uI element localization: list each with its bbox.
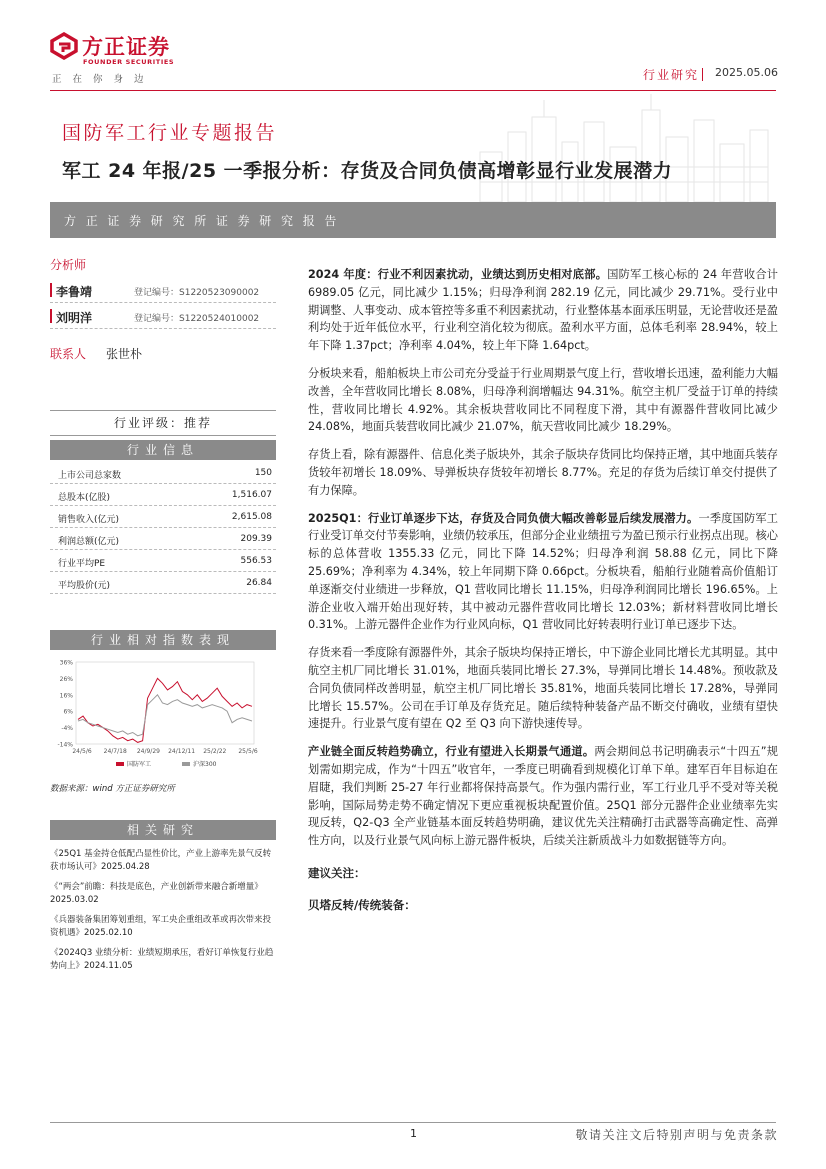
body-paragraph xyxy=(308,365,778,436)
x-tick-label: 24/7/18 xyxy=(103,748,127,755)
founder-logo-icon xyxy=(50,32,78,60)
body-paragraph xyxy=(308,510,778,635)
footer-rule xyxy=(50,1122,776,1123)
recommend-heading: 建议关注： xyxy=(308,865,366,880)
info-row xyxy=(50,550,276,572)
info-value: 1,516.07 xyxy=(231,490,272,500)
disclaimer-link[interactable]: 敬请关注文后特别声明与免责条款 xyxy=(575,1128,778,1142)
chart-plot-area xyxy=(76,662,254,744)
y-tick-label: 26% xyxy=(59,675,73,683)
contact-row xyxy=(50,339,276,363)
contact-label: 联系人 xyxy=(50,347,87,361)
page-number: 1 xyxy=(410,1127,417,1140)
info-value: 26.84 xyxy=(246,578,272,588)
info-value: 2,615.08 xyxy=(231,512,272,522)
info-row xyxy=(50,572,276,594)
report-type: 国防军工行业专题报告 xyxy=(62,122,278,144)
related-research-list xyxy=(50,848,276,980)
analyst-marker xyxy=(50,309,52,323)
related-research-heading: 相关研究 xyxy=(50,820,276,840)
analyst-row xyxy=(50,277,276,303)
legend-swatch xyxy=(182,762,190,766)
body-paragraph xyxy=(308,446,778,499)
analyst-reg: 登记编号：S1220524010002 xyxy=(134,314,260,324)
y-tick-label: 36% xyxy=(59,659,73,667)
body-paragraph xyxy=(308,644,778,733)
x-tick-label: 24/12/11 xyxy=(168,748,196,755)
analyst-section xyxy=(50,256,276,363)
analyst-row xyxy=(50,303,276,329)
header-separator xyxy=(702,68,703,81)
info-value: 150 xyxy=(254,468,272,478)
analyst-reg: 登记编号：S1220523090002 xyxy=(134,288,260,298)
analyst-name: 刘明洋 xyxy=(56,311,93,325)
y-tick-label: 6% xyxy=(63,708,73,716)
industry-info-table xyxy=(50,462,276,594)
analyst-marker xyxy=(50,283,52,297)
info-value: 209.39 xyxy=(240,534,272,544)
related-report-link[interactable]: 《25Q1 基金持仓低配凸显性价比，产业上游率先景气反转获市场认可》2025.04.28 xyxy=(50,849,272,872)
header-rule xyxy=(50,90,776,91)
info-row xyxy=(50,506,276,528)
band-text: 方正证券研究所证券研究报告 xyxy=(64,214,347,228)
x-tick-label: 25/2/22 xyxy=(203,748,227,755)
related-report-link[interactable]: 《兵器装备集团筹划重组，军工央企重组改革或再次带来投资机遇》2025.02.10 xyxy=(50,915,272,938)
body-paragraph xyxy=(308,266,778,355)
info-row xyxy=(50,462,276,484)
paragraph-text: 国防军工核心标的 24 年营收合计 6989.05 亿元，同比减少 1.15%；归母净利润 282.19 亿元，同比减少 29.71%。受行业中期调整、人事变动、成本管控等多重不利因素扰动，行业整体基本面承压明显，无论营收还是盈利均处于近年低位水平，行业利空消化较为彻底。盈利水平方面，总体毛利率 28.94%，较上年下降 1.37pct；净利率 4.04%，较上年下降 1.64pct。 xyxy=(308,268,778,353)
analyst-label: 分析师 xyxy=(50,258,87,272)
related-report-link[interactable]: 《“两会”前瞻：科技是底色，产业创新带来融合新增量》2025.03.02 xyxy=(50,882,263,905)
x-tick-label: 24/5/6 xyxy=(72,748,92,755)
info-key: 行业平均PE xyxy=(58,559,106,569)
index-chart-heading: 行业相对指数表现 xyxy=(50,630,276,650)
paragraph-text: 一季度国防军工行业受订单交付节奏影响，业绩仍较承压，但部分企业业绩扭亏为盈已预示行业拐点出现。核心标的总体营收 1355.33 亿元，同比下降 14.52%；归母净利润 58.88 亿元，同比下降 25.69%；净利率为 4.34%，较上年同期下降 0.66pct。分板块看，船舶行业随着高价值船订单逐渐交付业绩进一步释放，Q1 营收同比增长 11.15%，归母净利润同比增长 196.65%。上游企业收入端开始出现好转，其中被动元器件营收同比增长 12.03%；新材料营收同比增长 0.31%。上游元器件企业作为行业风向标，Q1 营收同比好转表明行业订单已逐步下达。 xyxy=(308,511,778,632)
city-skyline-watermark xyxy=(470,92,776,202)
legend-swatch xyxy=(116,762,124,766)
logo-text-en: FOUNDER SECURITIES xyxy=(83,58,175,66)
related-report-link[interactable]: 《2024Q3 业绩分析：业绩短期承压，看好订单恢复行业趋势向上》2024.11.05 xyxy=(50,948,274,971)
contact-name: 张世朴 xyxy=(106,347,143,361)
y-tick-label: -14% xyxy=(57,741,73,749)
info-row xyxy=(50,528,276,550)
series-line-2 xyxy=(78,695,252,736)
paragraph-lead: 产业链全面反转趋势确立，行业有望进入长期景气通道。 xyxy=(308,745,595,759)
legend-label: 国防军工 xyxy=(127,761,152,768)
paragraph-text: 存货来看一季度除有源器件外，其余子版块均保持正增长，中下游企业同比增长尤其明显。其中航空主机厂同比增长 31.01%，地面兵装同比增长 27.3%，导弹同比增长 14.48%。预收款及合同负债同样改善明显，航空主机厂同比增长 35.81%，地面兵装同比增长 17.28%，导弹同比增长 15.57%。公司在手订单及存货充足。随后续特种装备产品不断交付确收，业绩有望快速提升。行业景气度有望在 Q2 至 Q3 向下游快速传导。 xyxy=(308,646,778,731)
report-date: 2025.05.06 xyxy=(715,66,778,79)
report-title: 军工 24 年报/25 一季报分析：存货及合同负债高增彰显行业发展潜力 xyxy=(62,160,673,182)
report-body xyxy=(308,266,778,914)
paragraph-text: 存货上看，除有源器件、信息化类子版块外，其余子版块存货同比均保持正增，其中地面兵装存货较年初增长 18.09%、导弹板块存货较年初增长 8.77%。充足的存货为后续订单交付提供了有力保障。 xyxy=(308,448,778,497)
info-key: 总股本(亿股) xyxy=(58,493,111,503)
company-logo xyxy=(50,28,210,86)
paragraph-text: 分板块来看，船舶板块上市公司充分受益于行业周期景气度上行，营收增长迅速，盈利能力大幅改善，全年营收同比增长 8.08%，归母净利润增幅达 94.31%。航空主机厂受益于订单的持续性，营收同比增长 4.92%。其余板块营收同比不同程度下滑，其中有源器件营收同比减少 24.08%，地面兵装营收同比减少 21.07%，航天营收同比减少 18.29%。 xyxy=(308,366,778,434)
paragraph-lead: 2024 年度：行业不利因素扰动，业绩达到历史相对底部。 xyxy=(308,268,608,281)
body-paragraph xyxy=(308,743,778,850)
industry-rating: 行业评级：推荐 xyxy=(50,410,276,436)
analyst-name: 李鲁靖 xyxy=(56,285,93,299)
x-tick-label: 25/5/6 xyxy=(238,748,258,755)
beta-heading: 贝塔反转/传统装备： xyxy=(308,897,416,912)
legend-label: 沪深300 xyxy=(193,761,217,768)
x-tick-label: 24/9/29 xyxy=(136,748,160,755)
industry-info-heading: 行业信息 xyxy=(50,440,276,460)
logo-slogan: 正在你身边 xyxy=(52,74,155,85)
y-tick-label: 16% xyxy=(59,692,73,700)
info-key: 销售收入(亿元) xyxy=(58,515,120,525)
chart-source: 数据来源：wind 方正证券研究所 xyxy=(50,784,175,794)
info-value: 556.53 xyxy=(240,556,272,566)
info-key: 上市公司总家数 xyxy=(58,471,122,481)
paragraph-text: 两会期间总书记明确表示“十四五”规划需如期完成，作为“十四五”收官年，一季度已明确看到规模化订单下单。建军百年目标迫在眉睫，我们判断 25-27 年行业都将保持高景气。作为强内需行业，军工行业几乎不受对等关税影响，国际局势走势不确定情况下更应重视板块配置价值。25Q1 部分元器件企业业绩率先实现反转，Q2-Q3 全产业链基本面反转趋势明确，建议优先关注精确打击武器等高确定性、高弹性方向，以及行业景气风向标上游元器件板块，后续关注新质战斗力如数据链等方向。 xyxy=(308,745,778,848)
report-category: 行业研究 xyxy=(642,68,699,82)
y-tick-label: -4% xyxy=(61,725,73,733)
info-row xyxy=(50,484,276,506)
relative-index-chart xyxy=(54,656,264,776)
paragraph-lead: 2025Q1：行业订单逐步下达，存货及合同负债大幅改善彰显后续发展潜力。 xyxy=(308,511,699,525)
info-key: 利润总额(亿元) xyxy=(58,537,120,547)
info-key: 平均股价(元) xyxy=(58,581,111,591)
logo-text-cn: 方正证券 xyxy=(82,35,170,59)
